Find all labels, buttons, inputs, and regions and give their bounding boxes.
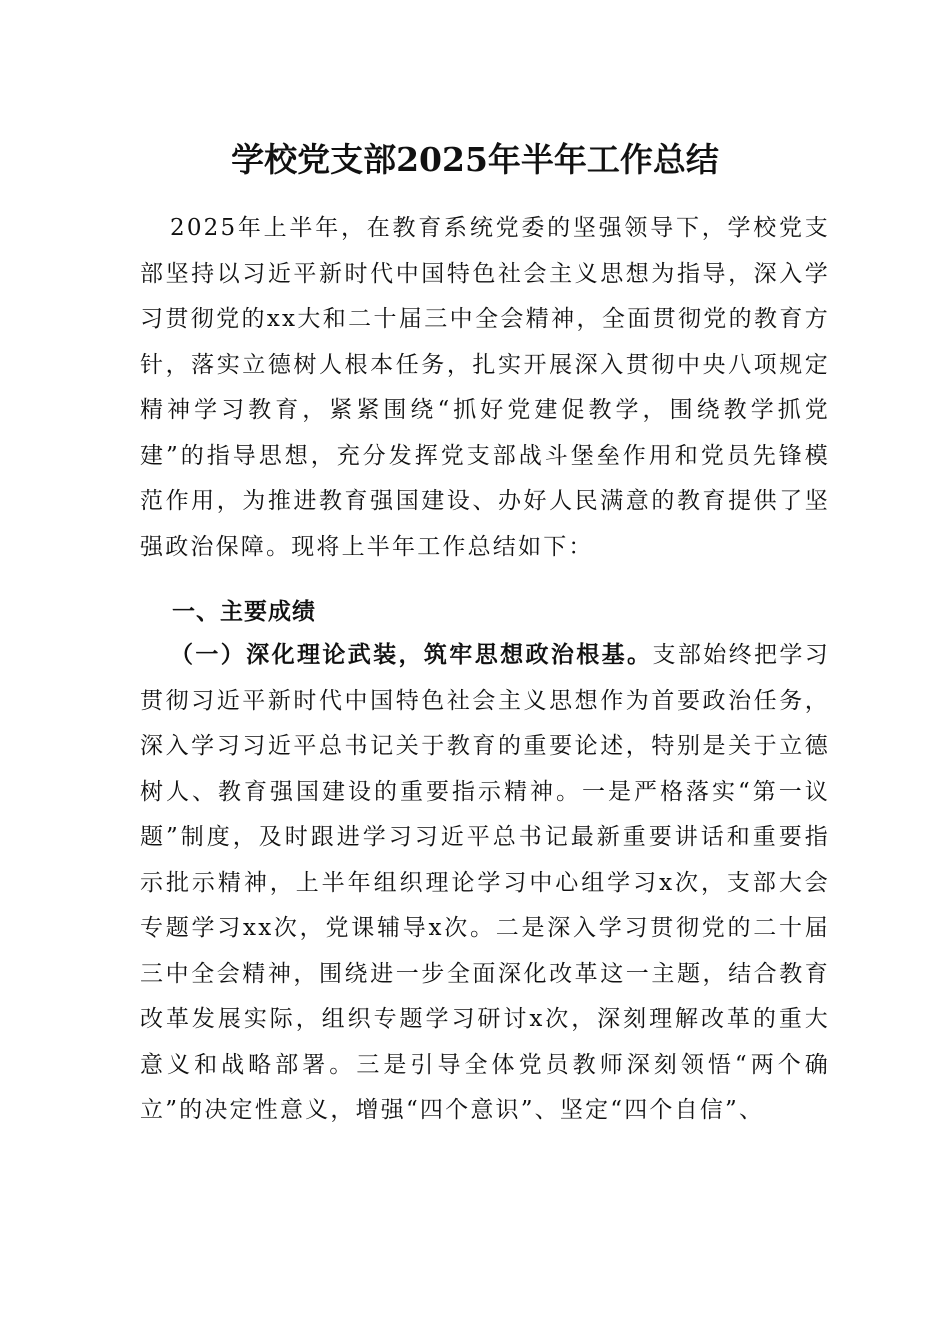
document-title: 学校党支部2025年半年工作总结 [231,140,719,179]
subsection-paragraph [140,632,830,1134]
subsection-lead: （一）深化理论武装，筑牢思想政治根基。 [170,641,653,668]
section-heading: 一、主要成绩 [172,599,316,625]
intro-paragraph: 2025年上半年，在教育系统党委的坚强领导下，学校党支部坚持以习近平新时代中国特色社会主义思想为指导，深入学习贯彻党的xx大和二十届三中全会精神，全面贯彻党的教育方针，落实立德树人根本任务，扎实开展深入贯彻中央八项规定精神学习教育，紧紧围绕“抓好党建促教学，围绕教学抓党建”的指导思想，充分发挥党支部战斗堡垒作用和党员先锋模范作用，为推进教育强国建设、办好人民满意的教育提供了坚强政治保障。现将上半年工作总结如下： [140,215,830,560]
subsection-text: 支部始终把学习贯彻习近平新时代中国特色社会主义思想作为首要政治任务，深入学习习近平总书记关于教育的重要论述，特别是关于立德树人、教育强国建设的重要指示精神。一是严格落实“第一议题”制度，及时跟进学习习近平总书记最新重要讲话和重要指示批示精神，上半年组织理论学习中心组学习x次，支部大会专题学习xx次，党课辅导x次。二是深入学习贯彻党的二十届三中全会精神，围绕进一步全面深化改革这一主题，结合教育改革发展实际，组织专题学习研讨x次，深刻理解改革的重大意义和战略部署。三是引导全体党员教师深刻领悟“两个确立”的决定性意义，增强“四个意识”、坚定“四个自信”、 [140,642,830,1123]
